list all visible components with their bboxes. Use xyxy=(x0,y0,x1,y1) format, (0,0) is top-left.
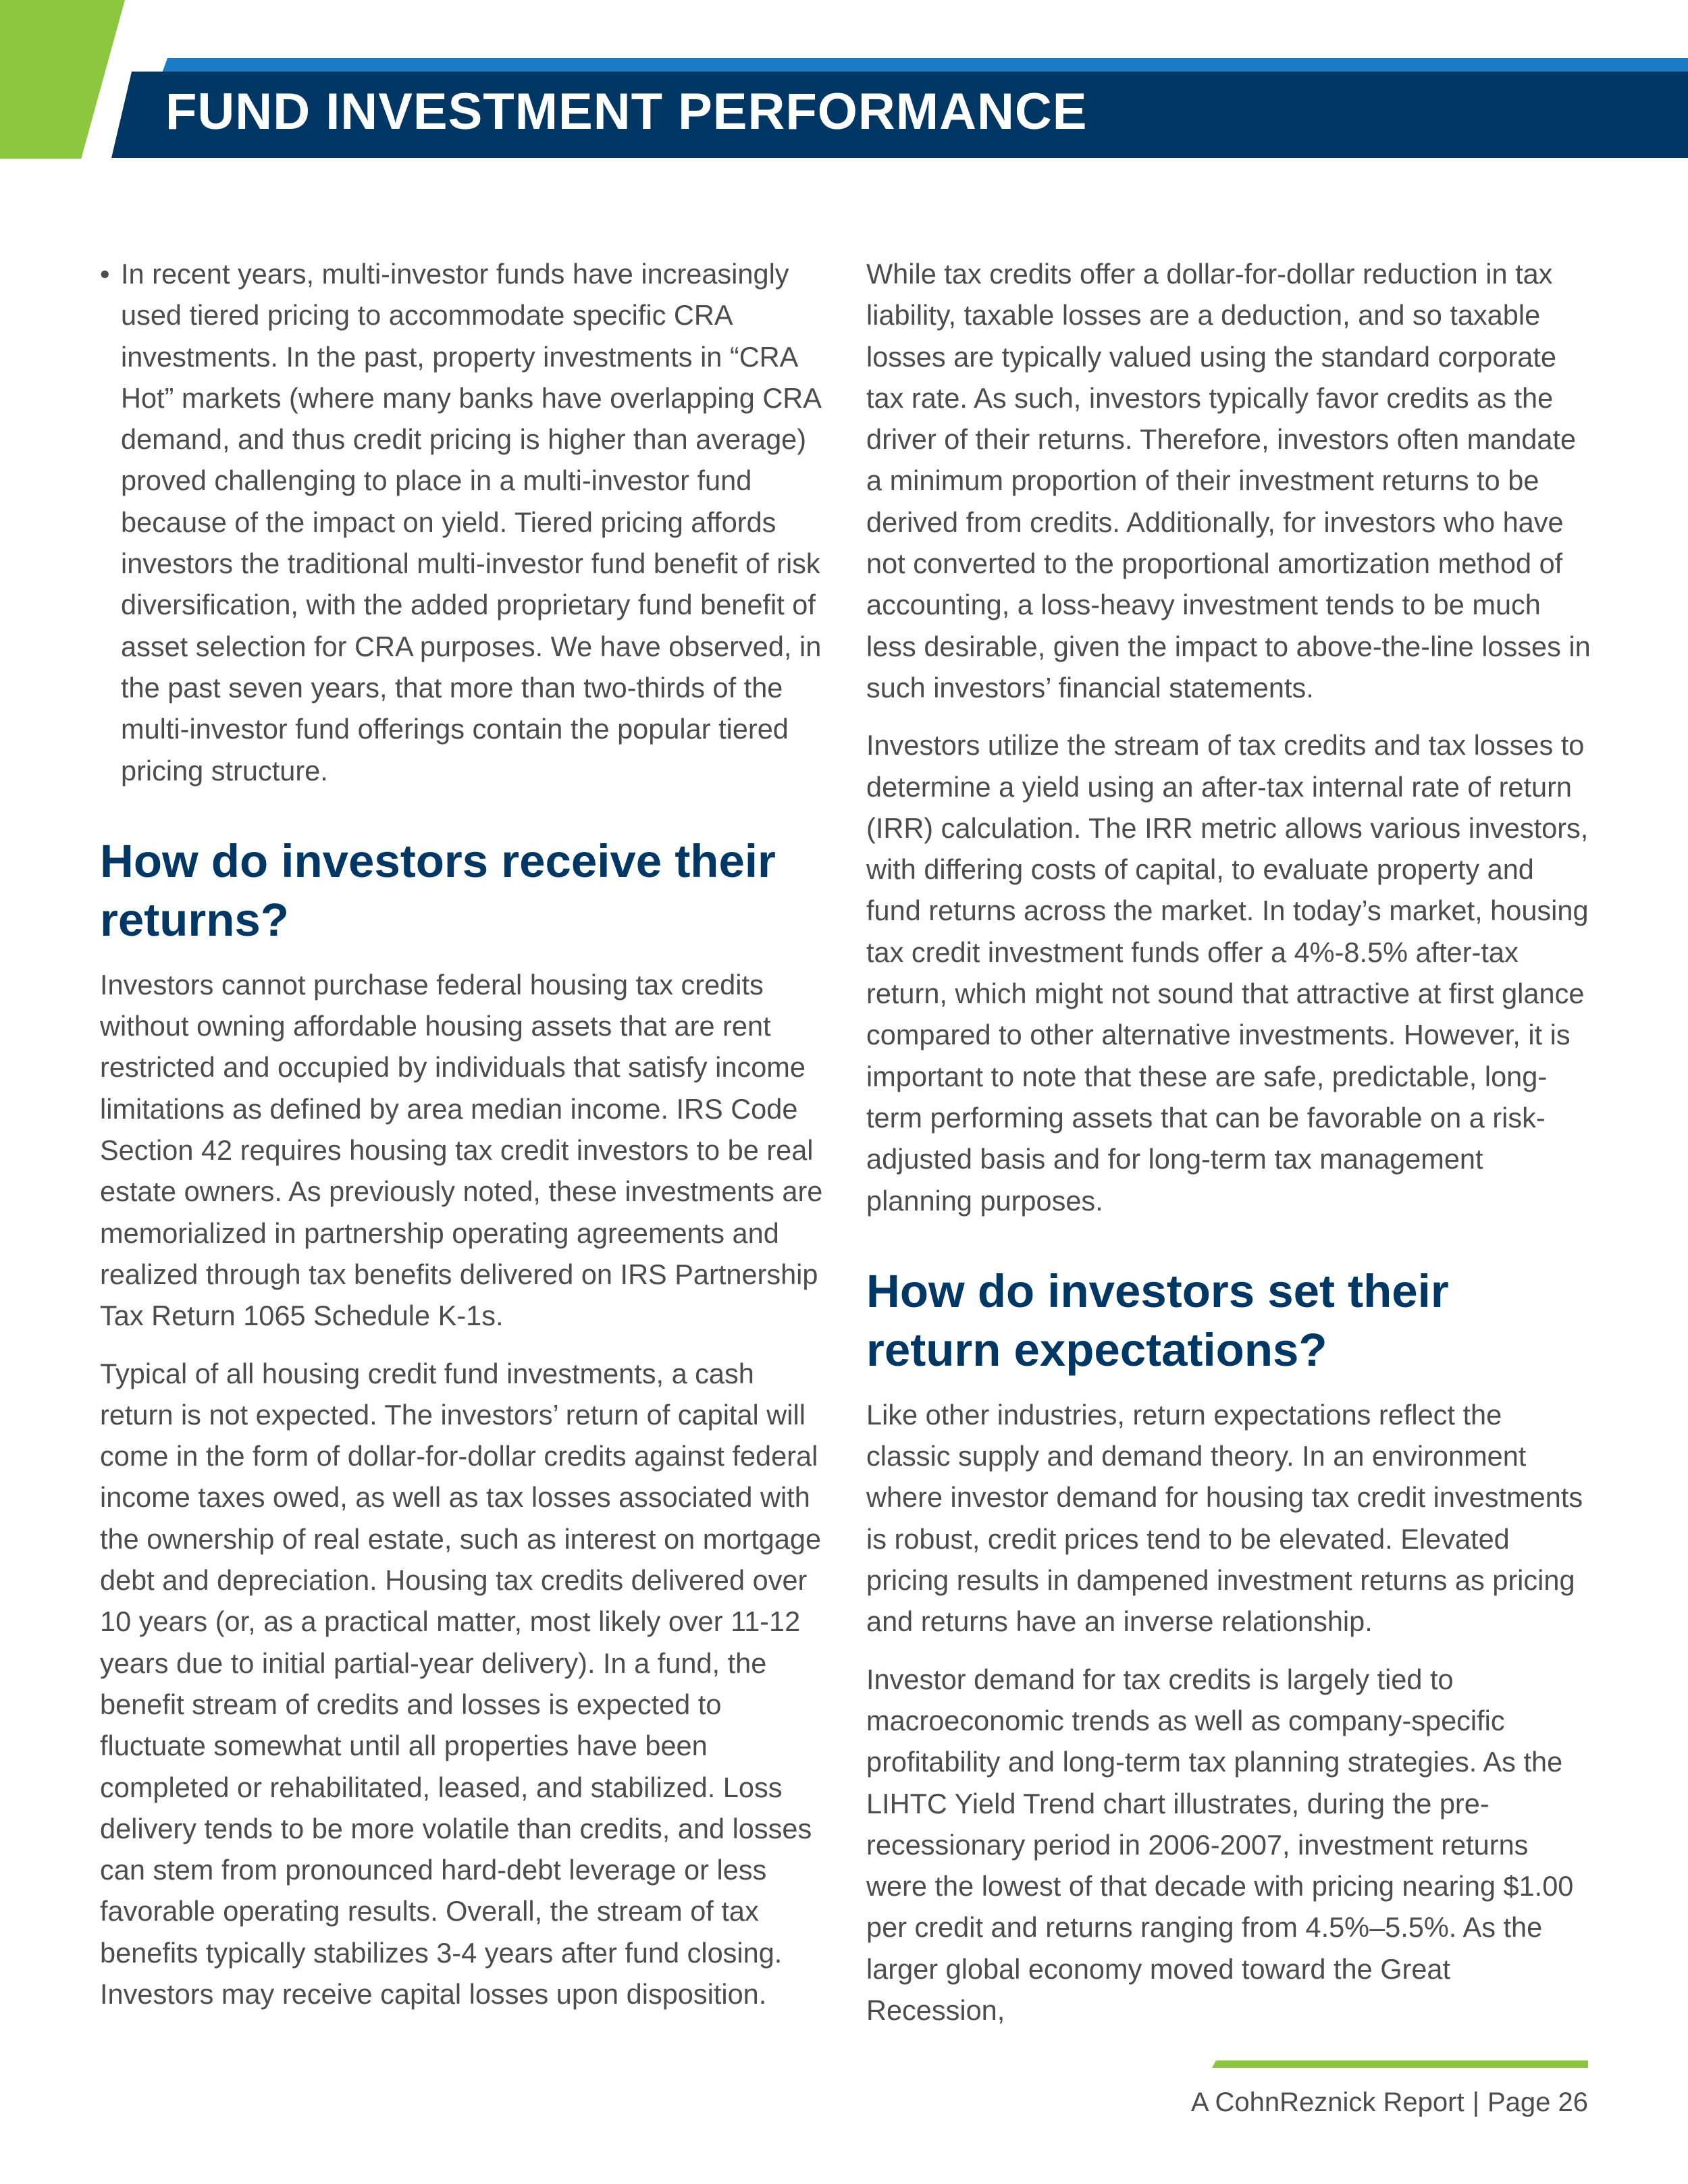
paragraph-tax-credits: While tax credits offer a dollar-for-dollar reduction in tax liability, taxable losses are a deduction, and so taxable losses are typically valued using the standard corporate tax rate. As such, investors typically favor credits as the driver of their returns. Therefore, investors often mandate a minimum proportion of their investment returns to be derived from credits. Additionally, for investors who have not converted to the proportional amortization method of accounting, a loss-heavy investment tends to be much less desirable, given the impact to above-the-line losses in such investors’ financial statements. xyxy=(866,258,1591,703)
left-column xyxy=(100,253,826,2031)
section-heading-return-expectations: How do investors set their return expectations? xyxy=(866,1264,1449,1376)
bullet-item xyxy=(100,253,826,791)
footer-report-name: A CohnReznick Report xyxy=(1190,2087,1465,2117)
section-heading-receive-returns: How do investors receive their returns? xyxy=(100,834,776,946)
bullet-text: In recent years, multi-investor funds have increasingly used tiered pricing to accommodate specific CRA investments. In the past, property investments in “CRA Hot” markets (where many banks have overlapping CRA demand, and thus credit pricing is higher than average) proved challenging to place in a multi-investor fund because of the impact on yield. Tiered pricing affords investors the traditional multi-investor fund benefit of risk diversification, with the added proprietary fund benefit of asset selection for CRA purposes. We have observed, in the past seven years, that more than two-thirds of the multi-investor fund offerings contain the popular tiered pricing structure. xyxy=(121,258,822,787)
paragraph-supply-demand: Like other industries, return expectations reflect the classic supply and demand theory. In an environment where investor demand for housing tax credit investments is robust, credit prices tend to be elevated. Elevated pricing results in dampened investment returns as pricing and returns have an inverse relationship. xyxy=(866,1398,1583,1638)
paragraph-irr: Investors utilize the stream of tax credits and tax losses to determine a yield using an after-tax internal rate of return (IRR) calculation. The IRR metric allows various investors, with differing costs of capital, to evaluate property and fund returns across the market. In today’s market, housing tax credit investment funds offer a 4%-8.5% after-tax return, which might not sound that attractive at first glance compared to other alternative investments. However, it is important to note that these are safe, predictable, long-term performing assets that can be favorable on a risk-adjusted basis and for long-term tax management planning purposes. xyxy=(866,729,1589,1217)
bullet-icon: • xyxy=(100,258,110,290)
header-blue-stripe xyxy=(162,58,1688,73)
right-column xyxy=(866,253,1592,2047)
paragraph-receive-1: Investors cannot purchase federal housing tax credits without owning affordable housing assets that are rent restricted and occupied by individuals that satisfy income limitations as defined by area median income. IRS Code Section 42 requires housing tax credit investors to be real estate owners. As previously noted, these investments are memorialized in partnership operating agreements and realized through tax benefits delivered on IRS Partnership Tax Return 1065 Schedule K-1s. xyxy=(100,968,823,1332)
page-title: FUND INVESTMENT PERFORMANCE xyxy=(165,83,1088,140)
header-green-accent xyxy=(0,0,125,159)
paragraph-investor-demand: Investor demand for tax credits is largely tied to macroeconomic trends as well as company-specific profitability and long-term tax planning strategies. As the LIHTC Yield Trend chart illustrates, during the pre-recessionary period in 2006-2007, investment returns were the lowest of that decade with pricing nearing $1.00 per credit and returns ranging from 4.5%–5.5%. As the larger global economy moved toward the Great Recession, xyxy=(866,1663,1574,2026)
footer-separator: | xyxy=(1472,2087,1479,2117)
paragraph-receive-2: Typical of all housing credit fund investments, a cash return is not expected. The investors’ return of capital will come in the form of dollar-for-dollar credits against federal income taxes owed, as well as tax losses associated with the ownership of real estate, such as interest on mortgage debt and depreciation. Housing tax credits delivered over 10 years (or, as a practical matter, most likely over 11-12 years due to initial partial-year delivery). In a fund, the benefit stream of credits and losses is expected to fluctuate somewhat until all properties have been completed or rehabilitated, leased, and stabilized. Loss delivery tends to be more volatile than credits, and losses can stem from pronounced hard-debt leverage or less favorable operating results. Overall, the stream of tax benefits typically stabilizes 3-4 years after fund closing. Investors may receive capital losses upon disposition. xyxy=(100,1357,822,2010)
footer-green-rule xyxy=(1212,2060,1588,2068)
footer-page-number: Page 26 xyxy=(1487,2087,1588,2117)
page-footer xyxy=(1191,2087,1588,2118)
